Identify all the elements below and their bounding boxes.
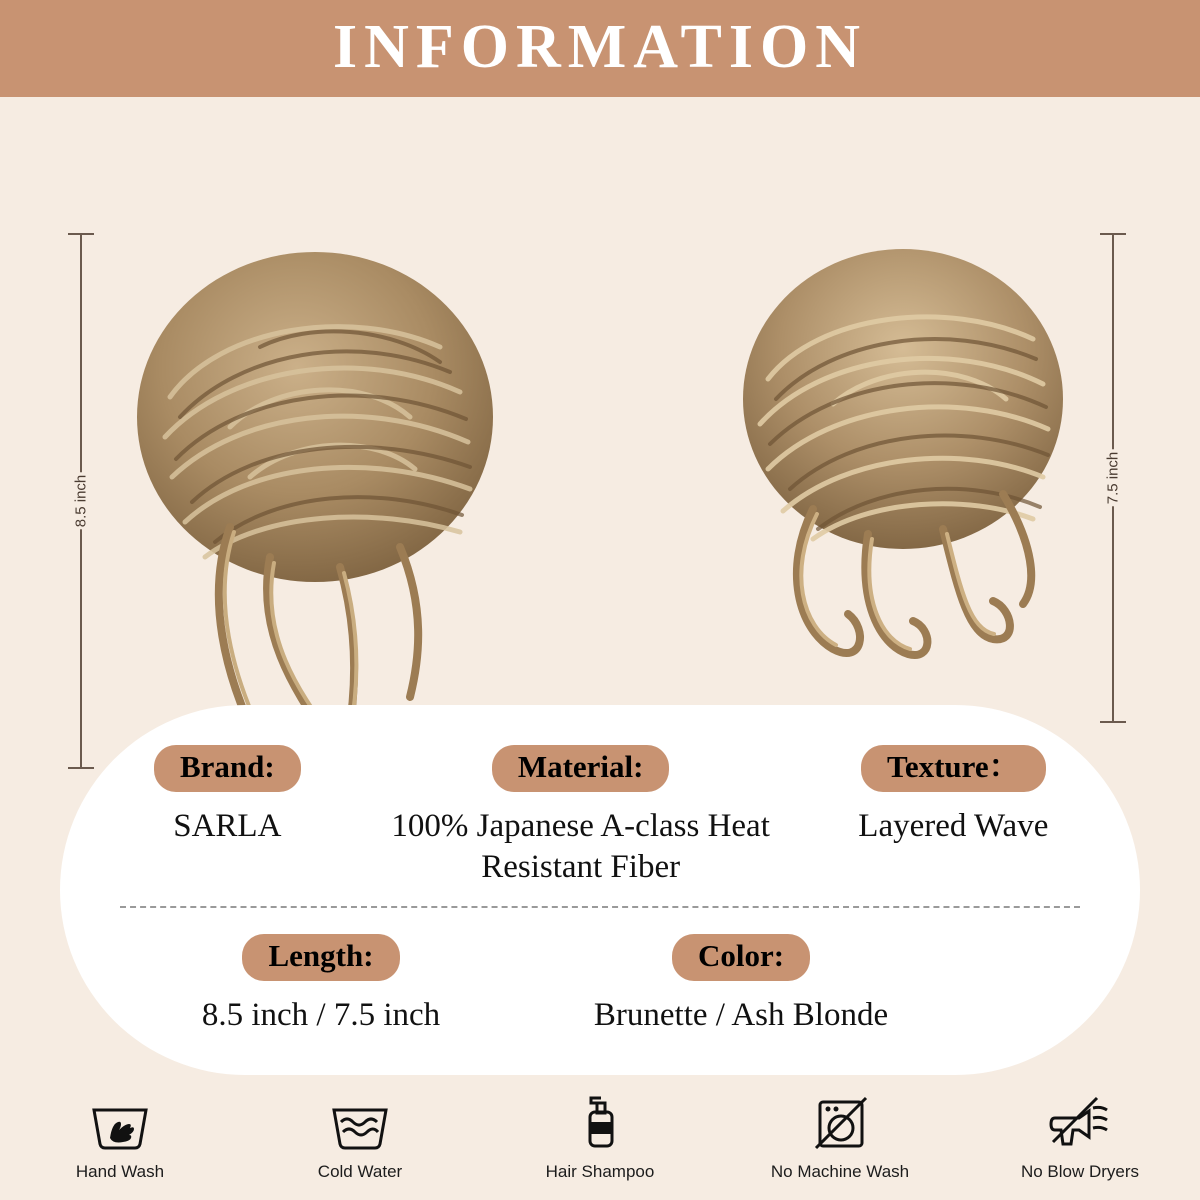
info-row-specs (116, 739, 1084, 888)
care-label-no-blow-dryers: No Blow Dryers (1020, 1162, 1140, 1181)
left-measurement-guide (66, 233, 96, 769)
material-value: 100% Japanese A-class Heat Resistant Fiber (391, 807, 770, 885)
info-row-size-color (116, 934, 1084, 1036)
brand-label: Brand: (154, 745, 301, 792)
care-item-cold-water (260, 1090, 460, 1182)
page-header (0, 0, 1200, 97)
brand-value: SARLA (173, 807, 282, 844)
product-photo-area (0, 97, 1200, 709)
measure-line (1104, 235, 1122, 721)
page-title: INFORMATION (333, 12, 867, 81)
care-label-cold-water: Cold Water (317, 1162, 403, 1181)
info-field-texture (823, 745, 1084, 888)
care-label-hair-shampoo: Hair Shampoo (545, 1162, 655, 1181)
care-item-hair-shampoo (500, 1090, 700, 1182)
info-field-material (339, 745, 823, 888)
no-machine-wash-icon (808, 1090, 872, 1152)
length-value: 8.5 inch / 7.5 inch (201, 996, 441, 1033)
right-measure-label: 7.5 inch (1099, 450, 1128, 507)
left-measure-label: 8.5 inch (67, 473, 96, 530)
no-blow-dryers-icon (1045, 1090, 1115, 1152)
product-image-left (110, 227, 530, 777)
info-field-length (126, 934, 516, 1036)
info-field-brand (116, 745, 339, 888)
measure-line (72, 235, 90, 767)
measure-cap-bottom (68, 767, 94, 769)
material-label: Material: (492, 745, 670, 792)
care-item-hand-wash (20, 1090, 220, 1182)
product-info-card (60, 705, 1140, 1075)
color-label: Color: (672, 934, 810, 981)
hair-shampoo-icon (568, 1090, 632, 1152)
product-image-right (718, 229, 1098, 729)
messy-bun-illustration-right (718, 229, 1098, 729)
cold-water-icon (328, 1090, 392, 1152)
care-label-hand-wash: Hand Wash (75, 1162, 165, 1181)
care-label-no-machine-wash: No Machine Wash (770, 1162, 910, 1181)
info-field-color (516, 934, 966, 1036)
care-instructions-row (0, 1090, 1200, 1182)
measure-cap-bottom (1100, 721, 1126, 723)
length-label: Length: (242, 934, 399, 981)
care-item-no-machine-wash (740, 1090, 940, 1182)
hand-wash-icon (88, 1090, 152, 1152)
color-value: Brunette / Ash Blonde (593, 996, 889, 1033)
texture-value: Layered Wave (858, 807, 1049, 844)
right-measurement-guide (1098, 233, 1128, 723)
care-item-no-blow-dryers (980, 1090, 1180, 1182)
messy-bun-illustration-left (110, 227, 530, 777)
info-divider (120, 906, 1080, 908)
texture-label: Texture： (861, 745, 1046, 792)
